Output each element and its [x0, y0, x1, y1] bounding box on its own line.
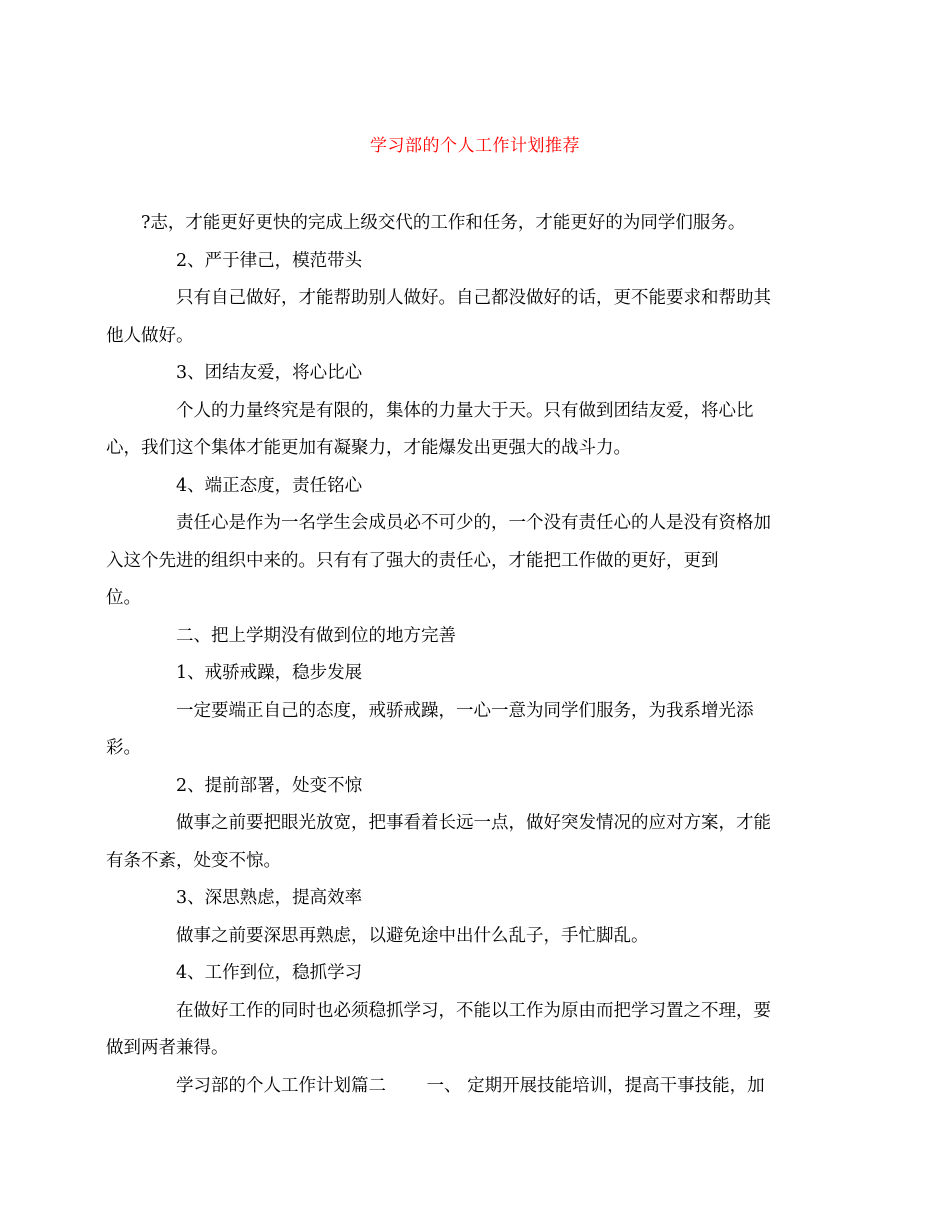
section-heading: [141, 768, 813, 806]
text-line: 4、工作到位，稳抓学习: [176, 963, 363, 983]
text-line: 3、深思熟虑，提高效率: [176, 888, 363, 908]
section-heading: [141, 355, 813, 393]
text-line: 2、提前部署，处变不惊: [176, 775, 363, 796]
section-heading: [141, 880, 813, 918]
text-line: 1、戒骄戒躁，稳步发展: [176, 663, 363, 683]
text-line: 3、团结友爱，将心比心: [176, 363, 363, 383]
paragraph: [106, 993, 813, 1068]
section-heading: [141, 618, 813, 656]
document-title: 学习部的个人工作计划推荐: [370, 136, 580, 156]
paragraph: [106, 393, 813, 468]
paragraph: [141, 1068, 813, 1106]
paragraph: [106, 505, 813, 618]
text-line: 个人的力量终究是有限的，集体的力量大于天。只有做到团结友爱，将心比: [176, 400, 754, 421]
text-line: 2、严于律己，模范带头: [176, 250, 363, 271]
section-heading: [141, 243, 813, 281]
document-body: [106, 205, 813, 1105]
text-line: 做事之前要把眼光放宽，把事看着长远一点，做好突发情况的应对方案，才能: [176, 813, 771, 833]
paragraph: [106, 280, 813, 355]
paragraph: [106, 693, 813, 768]
paragraph: [106, 805, 813, 880]
text-line: 二、把上学期没有做到位的地方完善: [176, 625, 456, 646]
text-line: 做事之前要深思再熟虑，以避免途中出什么乱子，手忙脚乱。: [176, 925, 649, 946]
text-line: 做到两者兼得。: [106, 1038, 229, 1058]
text-line: ?志，才能更好更快的完成上级交代的工作和任务，才能更好的为同学们服务。: [141, 213, 746, 233]
text-line: 他人做好。: [106, 325, 194, 346]
text-line: 位。: [106, 588, 141, 608]
section-heading: [141, 955, 813, 993]
paragraph: [141, 918, 813, 956]
text-line: 有条不紊，处变不惊。: [106, 850, 281, 871]
text-line: 在做好工作的同时也必须稳抓学习，不能以工作为原由而把学习置之不理，要: [176, 1000, 771, 1021]
text-line: 入这个先进的组织中来的。只有有了强大的责任心，才能把工作做的更好，更到: [106, 550, 719, 571]
text-line: 一定要端正自己的态度，戒骄戒躁，一心一意为同学们服务，为我系增光添: [176, 700, 754, 721]
text-line: 只有自己做好，才能帮助别人做好。自己都没做好的话，更不能要求和帮助其: [176, 288, 771, 308]
section-heading: [141, 655, 813, 693]
text-line: 心，我们这个集体才能更加有凝聚力，才能爆发出更强大的战斗力。: [106, 438, 631, 458]
section-heading: [141, 468, 813, 506]
text-line: 学习部的个人工作计划篇二 一、 定期开展技能培训，提高干事技能，加: [176, 1075, 765, 1096]
text-line: 4、端正态度，责任铭心: [176, 475, 363, 496]
text-line: 彩。: [106, 738, 141, 758]
text-line: 责任心是作为一名学生会成员必不可少的，一个没有责任心的人是没有资格加: [176, 513, 771, 533]
paragraph: [141, 205, 813, 243]
